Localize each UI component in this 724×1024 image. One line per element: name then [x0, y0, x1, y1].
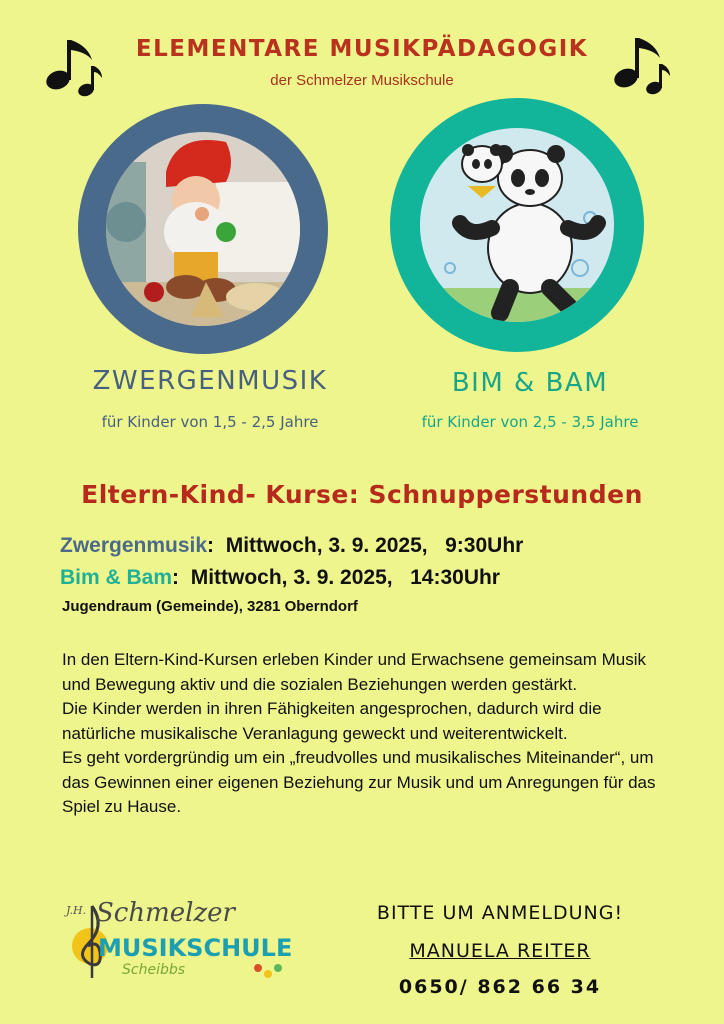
description-paragraph: In den Eltern-Kind-Kursen erleben Kinder und Erwachsene gemeinsam Musik und Bewegung aktiv und die sozialen Beziehungen werden gestärkt.: [62, 650, 646, 694]
page-title: ELEMENTARE MUSIKPÄDAGOGIK: [135, 36, 589, 62]
description-paragraph: Es geht vordergründig um ein „freudvolles und musikalisches Miteinander“, um das Gewinnen einer eigenen Beziehung zur Musik und um Anregungen für das Spiel zu Hause.: [62, 748, 656, 816]
registration-name: MANUELA REITER: [409, 940, 591, 962]
description: [62, 648, 662, 820]
zwergenmusik-age: für Kinder von 1,5 - 2,5 Jahre: [101, 413, 319, 431]
panda-illustration-image: [420, 128, 614, 322]
location-text: Jugendraum (Gemeinde), 3281 Oberndorf: [62, 598, 358, 615]
logo-school: MUSIKSCHULE: [98, 934, 293, 962]
description-paragraph: Die Kinder werden in ihren Fähigkeiten angesprochen, dadurch wird die natürliche musikalische Veranlagung geweckt und weiterentwickelt.: [62, 699, 602, 743]
bim-bam-title: BIM & BAM: [451, 368, 609, 398]
schedule-label: Zwergenmusik: [60, 534, 208, 557]
schedule-row-bim-bam: [60, 566, 523, 598]
dwarf-puppet-image: [106, 132, 300, 326]
logo-name: Schmelzer: [96, 898, 235, 928]
schedule-sep: :: [172, 566, 180, 589]
registration-phone: 0650/ 862 66 34: [398, 976, 602, 998]
page-subtitle: der Schmelzer Musikschule: [270, 72, 454, 89]
zwergenmusik-title: ZWERGENMUSIK: [92, 366, 328, 396]
logo-prefix: J.H.: [66, 904, 87, 917]
bim-bam-age: für Kinder von 2,5 - 3,5 Jahre: [421, 413, 639, 431]
schedule-time: Mittwoch, 3. 9. 2025, 14:30Uhr: [179, 566, 500, 589]
zwergenmusik-photo-frame: [78, 104, 328, 354]
schedule-time: Mittwoch, 3. 9. 2025, 9:30Uhr: [214, 534, 524, 557]
schedule-row-zwergenmusik: [60, 534, 523, 566]
schedule-label: Bim & Bam: [60, 566, 173, 589]
registration-title: BITTE UM ANMELDUNG!: [376, 902, 624, 924]
logo-town: Scheibbs: [122, 962, 186, 978]
schedule-heading: Eltern-Kind- Kurse: Schnupperstunden: [81, 480, 643, 509]
bim-bam-photo-frame: [390, 98, 644, 352]
schedule-list: [60, 534, 523, 598]
school-logo: [62, 896, 312, 986]
schedule-sep: :: [207, 534, 215, 557]
